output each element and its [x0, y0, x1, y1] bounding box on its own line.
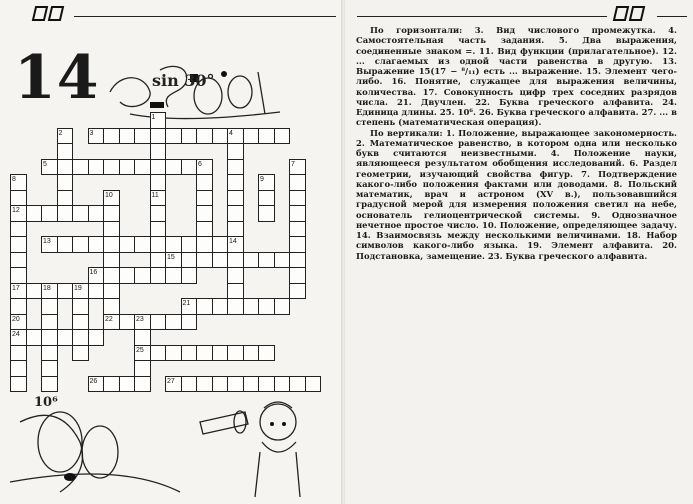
grid-cell[interactable]	[165, 236, 182, 253]
clue-number: 13	[43, 238, 51, 245]
grid-cell[interactable]	[165, 159, 182, 176]
grid-cell[interactable]	[243, 298, 260, 315]
grid-cell[interactable]	[212, 252, 229, 269]
grid-cell[interactable]	[243, 345, 260, 362]
grid-cell[interactable]	[103, 236, 120, 253]
grid-cell[interactable]	[289, 174, 306, 191]
clue-number: 18	[43, 284, 51, 292]
grid-cell[interactable]	[196, 252, 213, 269]
clue-number: 8	[12, 176, 16, 183]
grid-cell[interactable]	[41, 298, 58, 315]
grid-cell[interactable]	[10, 252, 27, 269]
grid-cell[interactable]	[57, 174, 74, 191]
grid-cell[interactable]	[227, 221, 244, 238]
grid-cell[interactable]	[10, 221, 27, 238]
grid-cell[interactable]	[72, 298, 89, 315]
grid-cell[interactable]	[72, 314, 89, 331]
header-rule-right	[357, 16, 607, 17]
clue-number: 7	[291, 160, 295, 168]
grid-cell[interactable]	[258, 205, 275, 222]
grid-cell[interactable]	[243, 128, 260, 145]
grid-cell[interactable]	[10, 345, 27, 362]
clue-number: 10	[105, 191, 113, 199]
grid-cell[interactable]	[227, 143, 244, 160]
grid-cell[interactable]	[119, 128, 136, 145]
grid-cell[interactable]	[72, 236, 89, 253]
grid-cell[interactable]	[181, 267, 198, 284]
header-squares-icon	[30, 4, 70, 24]
grid-cell[interactable]	[289, 205, 306, 222]
grid-cell[interactable]	[41, 360, 58, 377]
grid-cell[interactable]	[150, 267, 167, 284]
clue-number: 15	[167, 253, 175, 261]
grid-cell[interactable]	[134, 236, 151, 253]
grid-cell[interactable]	[196, 345, 213, 362]
grid-cell[interactable]	[41, 329, 58, 346]
grid-cell[interactable]	[165, 314, 182, 331]
grid-cell[interactable]	[88, 159, 105, 176]
grid-cell[interactable]	[289, 190, 306, 207]
clue-number: 17	[12, 284, 20, 292]
clue-number: 14	[229, 238, 237, 245]
clue-number: 26	[89, 377, 98, 385]
clue-number: 21	[182, 300, 191, 307]
grid-cell[interactable]	[41, 314, 58, 331]
grid-cell[interactable]	[258, 190, 275, 207]
grid-cell[interactable]	[289, 252, 306, 269]
grid-cell[interactable]	[274, 128, 291, 145]
grid-cell[interactable]	[10, 190, 27, 207]
grid-cell[interactable]	[103, 267, 120, 284]
grid-cell[interactable]	[119, 236, 136, 253]
grid-cell[interactable]	[274, 298, 291, 315]
grid-cell[interactable]	[227, 267, 244, 284]
header-rule	[74, 16, 336, 17]
grid-cell[interactable]	[103, 221, 120, 238]
left-page	[0, 0, 343, 504]
grid-cell[interactable]	[196, 128, 213, 145]
grid-cell[interactable]	[274, 252, 291, 269]
grid-cell[interactable]	[150, 174, 167, 191]
grid-cell[interactable]	[181, 159, 198, 176]
grid-cell[interactable]	[227, 283, 244, 300]
grid-cell[interactable]	[57, 190, 74, 207]
grid-cell[interactable]	[150, 143, 167, 160]
grid-cell[interactable]	[289, 283, 306, 300]
puzzle-number: 14	[14, 43, 100, 113]
grid-cell[interactable]	[165, 267, 182, 284]
grid-cell[interactable]	[243, 252, 260, 269]
grid-cell[interactable]	[165, 345, 182, 362]
clue-number: 5	[43, 160, 47, 168]
grid-cell[interactable]	[165, 128, 182, 145]
grid-cell[interactable]	[181, 314, 198, 331]
grid-cell[interactable]	[119, 267, 136, 284]
grid-cell[interactable]	[103, 159, 120, 176]
grid-cell[interactable]	[26, 283, 43, 300]
grid-cell[interactable]	[181, 345, 198, 362]
grid-cell[interactable]	[57, 143, 74, 160]
grid-cell[interactable]	[258, 345, 275, 362]
grid-cell[interactable]	[103, 283, 120, 300]
grid-cell[interactable]	[289, 221, 306, 238]
clue-number: 20	[12, 315, 20, 323]
grid-cell[interactable]	[72, 345, 89, 362]
grid-cell[interactable]	[57, 329, 74, 346]
grid-cell[interactable]	[150, 345, 167, 362]
grid-cell[interactable]	[150, 128, 167, 145]
vertical-clues: По вертикали: 1. Положение, выражающее закономерность. 2. Математическое равенство, в котором одна или несколько букв считаются неизвестными. 4. Положение науки, являющееся результатом обобщения исследований. 6. Раздел геометрии, изучающий свойства фигур. 7. Подтверждение какого-либо положения фактами или доводами. 8. Польский математик, врач и астроном (XV в.), пользовавшийся градусной мерой для измерения положения светил на небе, основатель гелиоцентрической системы. 9. Однозначное нечетное простое число. 10. Положение, определяющее задачу. 14. Взаимосвязь между несколькими величинами. 18. Набор символов какого-либо языка. 19. Элемент алфавита. 20. Подстановка, замещение. 23. Буква греческого алфавита.	[356, 127, 677, 261]
grid-cell[interactable]	[227, 190, 244, 207]
grid-cell[interactable]	[72, 205, 89, 222]
grid-cell[interactable]	[289, 236, 306, 253]
clue-number: 23	[136, 315, 144, 323]
grid-cell[interactable]	[57, 236, 74, 253]
boy-with-spyglass-icon	[0, 382, 340, 504]
grid-cell[interactable]	[88, 283, 105, 300]
grid-cell[interactable]	[10, 360, 27, 377]
clue-number: 25	[136, 346, 144, 354]
grid-cell[interactable]	[103, 205, 120, 222]
grid-cell[interactable]	[212, 128, 229, 145]
grid-cell[interactable]	[57, 205, 74, 222]
clue-number: 3	[89, 129, 94, 137]
grid-cell[interactable]	[150, 205, 167, 222]
clue-number: 24	[12, 331, 20, 338]
grid-cell[interactable]	[134, 329, 151, 346]
grid-cell[interactable]	[150, 221, 167, 238]
numbers-illustration-icon	[90, 52, 290, 124]
grid-cell[interactable]	[227, 298, 244, 315]
header-squares-icon-right	[611, 4, 655, 24]
grid-cell[interactable]	[150, 159, 167, 176]
clue-number: 1	[151, 114, 156, 121]
header-rule-right-end	[657, 16, 687, 17]
grid-cell[interactable]	[57, 283, 74, 300]
grid-cell[interactable]	[41, 345, 58, 362]
grid-cell[interactable]	[72, 159, 89, 176]
grid-cell[interactable]	[150, 236, 167, 253]
grid-cell[interactable]	[212, 298, 229, 315]
grid-cell[interactable]	[41, 205, 58, 222]
grid-cell[interactable]	[196, 298, 213, 315]
grid-cell[interactable]	[181, 128, 198, 145]
grid-cell[interactable]	[196, 205, 213, 222]
grid-cell[interactable]	[57, 159, 74, 176]
grid-cell[interactable]	[134, 159, 151, 176]
grid-cell[interactable]	[181, 252, 198, 269]
grid-cell[interactable]	[150, 314, 167, 331]
grid-cell[interactable]	[258, 298, 275, 315]
grid-cell[interactable]	[119, 159, 136, 176]
grid-cell[interactable]	[227, 252, 244, 269]
grid-cell[interactable]	[227, 345, 244, 362]
horizontal-clues: По горизонтали: 3. Вид числового промежутка. 4. Самостоятельная часть задания. 5. Два выражения, соединенные знаком =. 11. Вид функции (прилагательное). 12. ... слагаемых из одной части равенства в другую. 13. Выражение 15(17 − ⁸/₁₁) есть ... выражение. 15. Элемент чего-либо. 16. Понятие, служащее для выражения величины, количества. 17. Совокупность цифр трех соседних разрядов числа. 21. Двучлен. 22. Буква греческого алфавита. 24. Единица длины. 25. 10⁶. 26. Буква греческого алфавита. 27. ... в степень (математическая операция).	[356, 25, 677, 128]
grid-cell[interactable]	[26, 329, 43, 346]
grid-cell[interactable]	[212, 236, 229, 253]
grid-cell[interactable]	[103, 252, 120, 269]
grid-cell[interactable]	[289, 267, 306, 284]
grid-cell[interactable]	[119, 314, 136, 331]
clue-number: 22	[105, 315, 113, 323]
grid-cell[interactable]	[134, 360, 151, 377]
clue-number: 27	[167, 377, 175, 385]
grid-cell[interactable]	[103, 298, 120, 315]
grid-cell[interactable]	[10, 298, 27, 315]
clue-number: 16	[89, 269, 98, 276]
grid-cell[interactable]	[258, 128, 275, 145]
grid-cell[interactable]	[227, 159, 244, 176]
grid-cell[interactable]	[10, 236, 27, 253]
grid-cell[interactable]	[10, 267, 27, 284]
grid-cell[interactable]	[196, 236, 213, 253]
grid-cell[interactable]	[72, 329, 89, 346]
grid-cell[interactable]	[88, 329, 105, 346]
grid-cell[interactable]	[134, 128, 151, 145]
illustration-top-label: sin 30°	[152, 71, 215, 90]
clue-number: 12	[12, 207, 20, 214]
grid-cell[interactable]	[88, 205, 105, 222]
grid-cell[interactable]	[196, 221, 213, 238]
clue-number: 4	[229, 129, 233, 137]
clue-number: 9	[260, 176, 264, 183]
grid-cell[interactable]	[227, 205, 244, 222]
grid-cell[interactable]	[196, 174, 213, 191]
grid-cell[interactable]	[150, 252, 167, 269]
grid-cell[interactable]	[258, 252, 275, 269]
clue-number: 2	[58, 129, 63, 137]
grid-cell[interactable]	[26, 205, 43, 222]
clue-number: 6	[198, 160, 202, 168]
grid-cell[interactable]	[103, 128, 120, 145]
grid-cell[interactable]	[212, 345, 229, 362]
grid-cell[interactable]	[181, 236, 198, 253]
grid-cell[interactable]	[196, 190, 213, 207]
grid-cell[interactable]	[227, 174, 244, 191]
clues-text	[356, 25, 677, 261]
grid-cell[interactable]	[134, 267, 151, 284]
clue-number: 19	[74, 284, 82, 292]
illustration-bottom-label: 10⁶	[34, 395, 58, 410]
clue-number: 11	[151, 191, 159, 199]
grid-cell[interactable]	[88, 236, 105, 253]
